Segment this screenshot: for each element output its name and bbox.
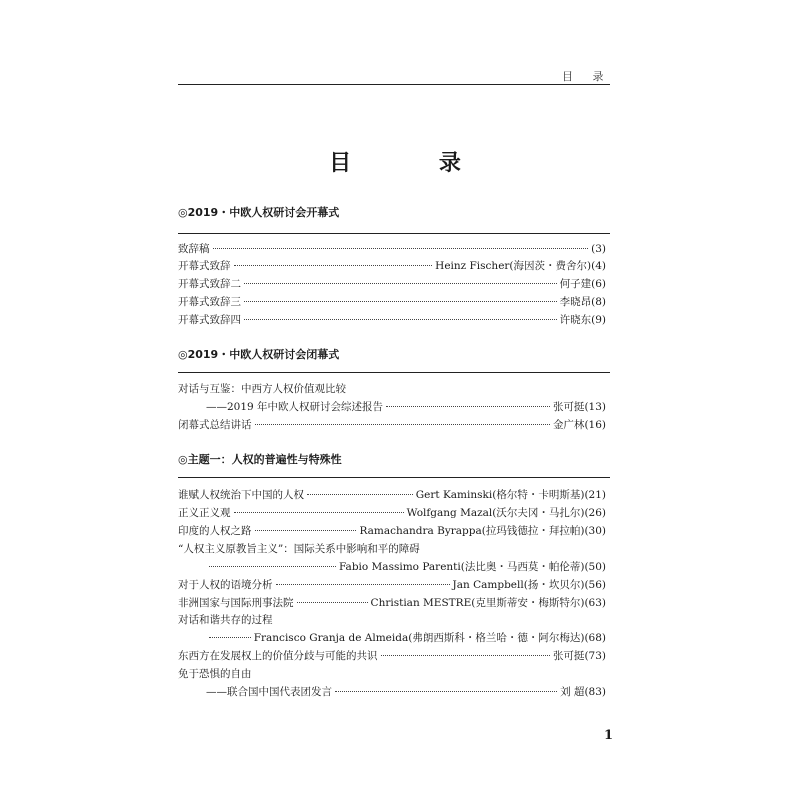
entry-page: (6) xyxy=(591,278,606,290)
entry-page: (21) xyxy=(584,489,606,501)
toc-entry[interactable] xyxy=(178,259,606,273)
dot-leader xyxy=(209,566,336,567)
entry-title: 开幕式致辞三 xyxy=(178,296,241,308)
dot-leader xyxy=(255,530,357,531)
page-title: 目 录 xyxy=(329,150,501,176)
entry-page: (56) xyxy=(584,579,606,591)
entry-page: (63) xyxy=(584,597,606,609)
dot-leader xyxy=(335,691,557,692)
dot-leader xyxy=(276,584,450,585)
entry-author: Francisco Granja de Almeida(弗朗西斯科・格兰哈・德・阿尔梅达) xyxy=(253,632,585,644)
toc-entry-title-line[interactable]: 免于恐惧的自由 xyxy=(178,668,252,680)
toc-entry[interactable] xyxy=(206,400,606,414)
dot-leader xyxy=(244,283,557,284)
entry-author: 金广林 xyxy=(552,419,585,431)
dot-leader xyxy=(297,602,368,603)
dot-leader xyxy=(255,424,550,425)
entry-page: (50) xyxy=(584,561,606,573)
entry-title: ——联合国中国代表团发言 xyxy=(206,686,332,698)
entry-page: (9) xyxy=(591,314,606,326)
entry-author: Fabio Massimo Parenti(法比奥・马西莫・帕伦蒂) xyxy=(338,561,585,573)
toc-entry[interactable] xyxy=(178,488,606,502)
entry-author: Gert Kaminski(格尔特・卡明斯基) xyxy=(415,489,585,501)
section-heading: ◎主题一：人权的普遍性与特殊性 xyxy=(178,453,342,466)
entry-page: (83) xyxy=(584,686,606,698)
entry-title: 对于人权的语境分析 xyxy=(178,579,273,591)
section-rule xyxy=(178,477,610,478)
section-rule xyxy=(178,233,610,234)
entry-author: Ramachandra Byrappa(拉玛钱德拉・拜拉帕) xyxy=(359,525,585,537)
running-head: 目 录 xyxy=(562,70,612,83)
entry-author: Jan Campbell(扬・坎贝尔) xyxy=(452,579,585,591)
dot-leader xyxy=(213,248,589,249)
entry-page: (26) xyxy=(584,507,606,519)
entry-title: 谁赋人权统治下中国的人权 xyxy=(178,489,304,501)
running-head-rule xyxy=(178,84,610,85)
toc-entry-title-line[interactable]: 对话与互鉴：中西方人权价值观比较 xyxy=(178,383,346,395)
entry-author: 张可挺 xyxy=(552,650,585,662)
entry-title: 非洲国家与国际刑事法院 xyxy=(178,597,294,609)
page-number: 1 xyxy=(604,728,614,743)
toc-entry[interactable] xyxy=(178,242,606,256)
toc-entry-title-line[interactable]: “人权主义原教旨主义”：国际关系中影响和平的障碍 xyxy=(178,543,420,555)
section-rule xyxy=(178,372,610,373)
entry-title: 开幕式致辞四 xyxy=(178,314,241,326)
dot-leader xyxy=(244,301,557,302)
entry-title: 闭幕式总结讲话 xyxy=(178,419,252,431)
section-heading: ◎2019・中欧人权研讨会开幕式 xyxy=(178,206,340,219)
entry-page: (4) xyxy=(591,260,606,272)
entry-author: 何子建 xyxy=(559,278,592,290)
entry-page: (3) xyxy=(591,243,606,255)
entry-title: 致辞稿 xyxy=(178,243,210,255)
dot-leader xyxy=(209,637,251,638)
entry-page: (73) xyxy=(584,650,606,662)
entry-page: (13) xyxy=(584,401,606,413)
entry-author: 刘 超 xyxy=(560,686,585,698)
toc-entry[interactable] xyxy=(206,631,606,645)
entry-title: ——2019 年中欧人权研讨会综述报告 xyxy=(206,401,384,413)
toc-entry[interactable] xyxy=(178,506,606,520)
entry-author: Wolfgang Mazal(沃尔夫冈・马扎尔) xyxy=(406,507,585,519)
toc-entry[interactable] xyxy=(178,418,606,432)
entry-title: 正义正义观 xyxy=(178,507,231,519)
toc-entry[interactable] xyxy=(178,596,606,610)
dot-leader xyxy=(234,265,433,266)
dot-leader xyxy=(244,319,557,320)
toc-entry[interactable] xyxy=(178,295,606,309)
toc-entry[interactable] xyxy=(206,685,606,699)
entry-title: 开幕式致辞 xyxy=(178,260,231,272)
entry-page: (16) xyxy=(584,419,606,431)
dot-leader xyxy=(386,406,550,407)
entry-author: 张可挺 xyxy=(552,401,585,413)
entry-page: (8) xyxy=(591,296,606,308)
toc-entry[interactable] xyxy=(178,578,606,592)
section-heading: ◎2019・中欧人权研讨会闭幕式 xyxy=(178,348,340,361)
entry-page: (30) xyxy=(584,525,606,537)
toc-entry[interactable] xyxy=(178,649,606,663)
entry-author: 许晓东 xyxy=(559,314,592,326)
toc-entry[interactable] xyxy=(178,277,606,291)
dot-leader xyxy=(307,494,413,495)
entry-author: 李晓昂 xyxy=(559,296,592,308)
entry-title: 开幕式致辞二 xyxy=(178,278,241,290)
entry-title: 印度的人权之路 xyxy=(178,525,252,537)
toc-entry[interactable] xyxy=(178,313,606,327)
entry-page: (68) xyxy=(584,632,606,644)
toc-entry[interactable] xyxy=(178,524,606,538)
entry-author: Heinz Fischer(海因茨・费舍尔) xyxy=(435,260,592,272)
entry-title: 东西方在发展权上的价值分歧与可能的共识 xyxy=(178,650,378,662)
toc-entry-title-line[interactable]: 对话和谐共存的过程 xyxy=(178,614,273,626)
entry-author: Christian MESTRE(克里斯蒂安・梅斯特尔) xyxy=(370,597,585,609)
toc-entry[interactable] xyxy=(206,560,606,574)
dot-leader xyxy=(381,655,550,656)
dot-leader xyxy=(234,512,404,513)
